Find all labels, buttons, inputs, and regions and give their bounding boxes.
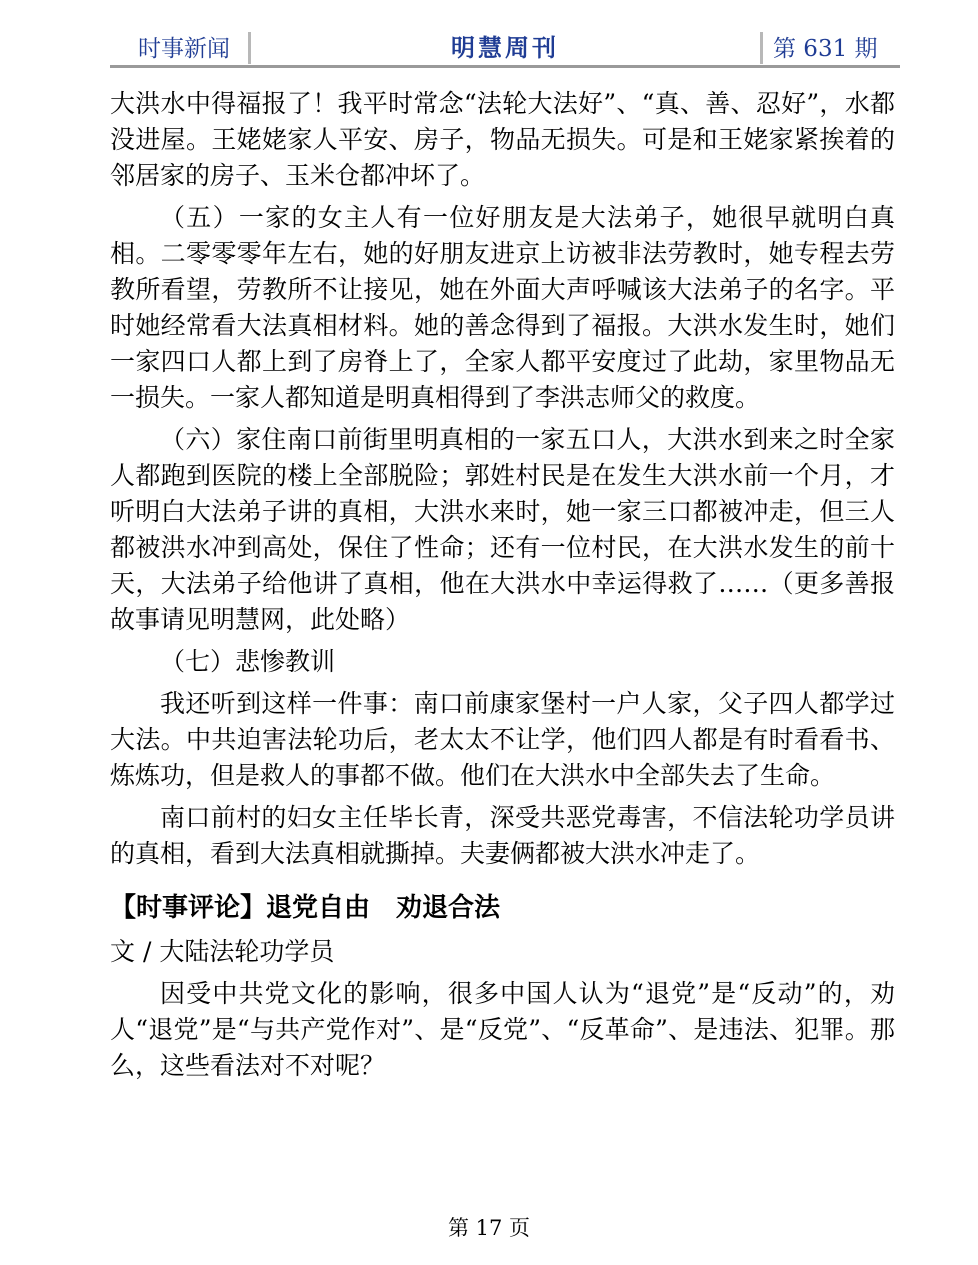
header-section-label: 时事新闻 <box>138 36 230 62</box>
page-body <box>110 86 895 1090</box>
body-paragraph: （五）一家的女主人有一位好朋友是大法弟子，她很早就明白真相。二零零零年左右，她的好朋友进京上访被非法劳教时，她专程去劳教所看望，劳教所不让接见，她在外面大声呼喊该大法弟子的名字。平时她经常看大法真相材料。她的善念得到了福报。大洪水发生时，她们一家四口人都上到了房脊上了，全家人都平安度过了此劫，家里物品无一损失。一家人都知道是明真相得到了李洪志师父的救度。 <box>110 203 895 412</box>
header-divider-right <box>760 32 763 64</box>
body-paragraph: 大洪水中得福报了！我平时常念“法轮大法好”、“真、善、忍好”，水都没进屋。王姥姥家人平安、房子，物品无损失。可是和王姥家紧挨着的邻居家的房子、玉米仓都冲坏了。 <box>110 89 895 190</box>
article-heading: 【时事评论】退党自由 劝退合法 <box>110 893 501 923</box>
section-subheading: （七）悲惨教训 <box>160 647 336 676</box>
body-paragraph: 南口前村的妇女主任毕长青，深受共恶党毒害，不信法轮功学员讲的真相，看到大法真相就撕掉。夫妻俩都被大洪水冲走了。 <box>110 803 895 868</box>
body-paragraph: 我还听到这样一件事：南口前康家堡村一户人家，父子四人都学过大法。中共迫害法轮功后，老太太不让学，他们四人都是有时看看书、炼炼功，但是救人的事都不做。他们在大洪水中全部失去了生命。 <box>110 689 895 790</box>
header-rule <box>110 65 900 68</box>
body-paragraph: （六）家住南口前街里明真相的一家五口人，大洪水到来之时全家人都跑到医院的楼上全部脱险；郭姓村民是在发生大洪水前一个月，才听明白大法弟子讲的真相，大洪水来时，她一家三口都被冲走，但三人都被洪水冲到高处，保住了性命；还有一位村民，在大洪水发生的前十天，大法弟子给他讲了真相，他在大洪水中幸运得救了……（更多善报故事请见明慧网，此处略） <box>110 425 895 634</box>
publication-title: 明慧周刊 <box>451 34 559 62</box>
article-paragraph: 因受中共党文化的影响，很多中国人认为“退党”是“反动”的，劝人“退党”是“与共产党作对”、是“反党”、“反革命”、是违法、犯罪。那么，这些看法对不对呢？ <box>110 979 895 1080</box>
page-number: 第 17 页 <box>447 1216 531 1240</box>
page-header <box>110 26 900 68</box>
article-author: 文 / 大陆法轮功学员 <box>110 937 335 966</box>
issue-number: 第 631 期 <box>773 36 878 62</box>
